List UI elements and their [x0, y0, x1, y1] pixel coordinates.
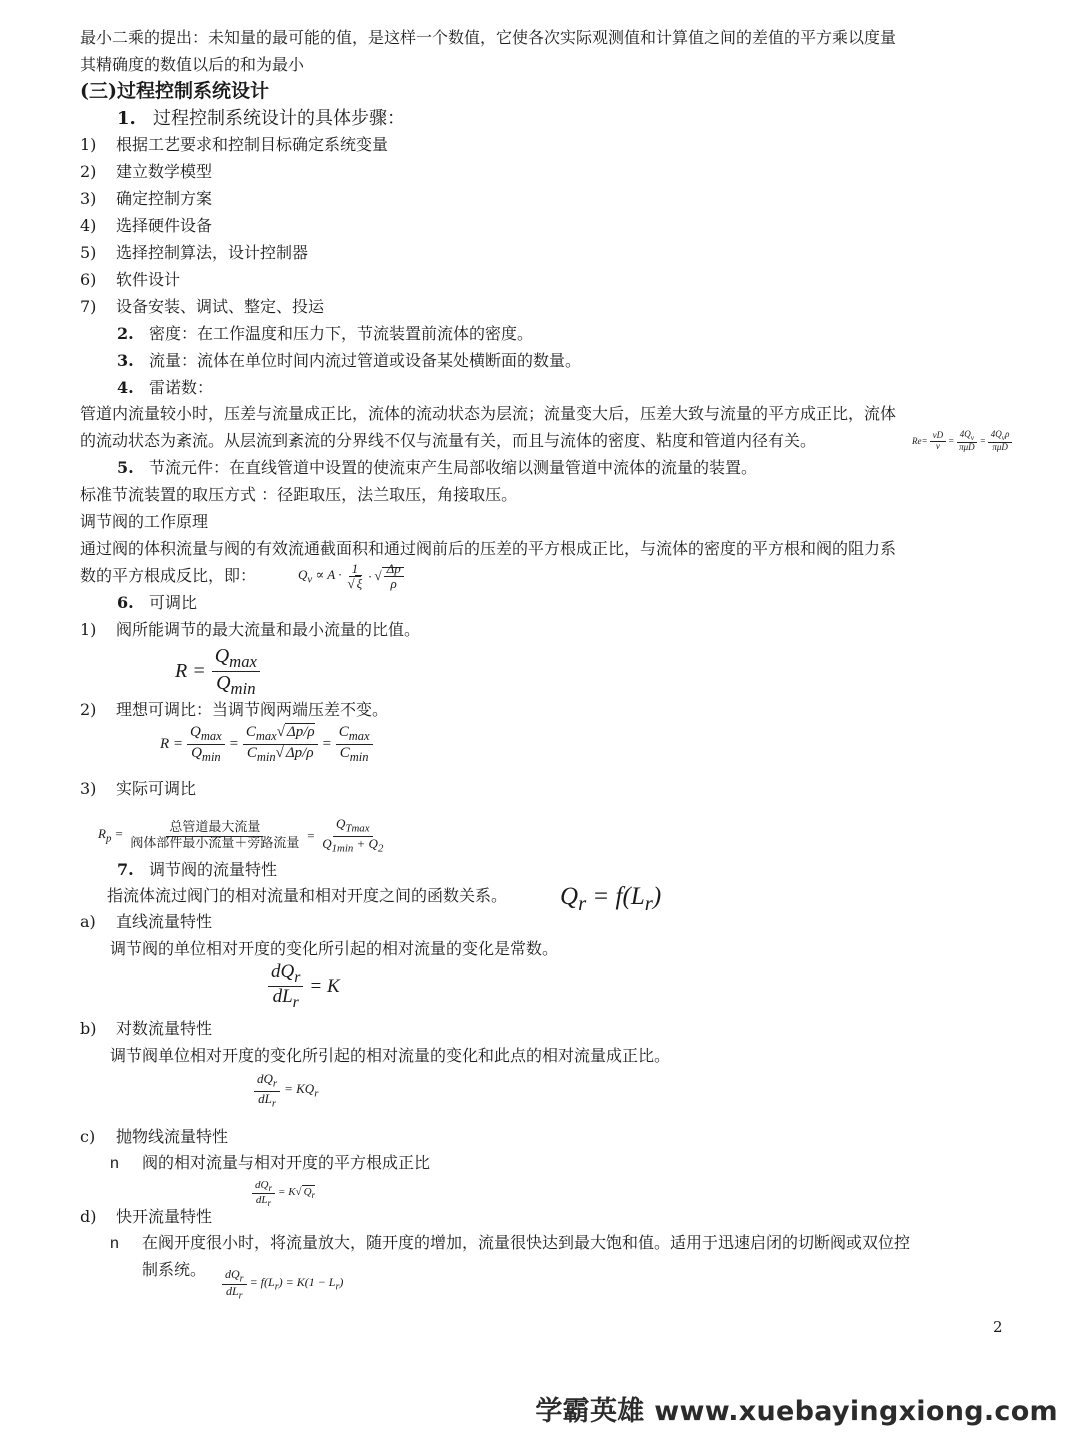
char-b-formula: $\frac{dQ_r}{dL_r}$ = $KQ_r$ [254, 1072, 318, 1110]
item-7: 7. 调节阀的流量特性 [117, 860, 277, 879]
ratio-formula-2: R = $\frac{Q_{max}}{Q_{min}}$ = $\frac{C_{max}√ \Delta p/\rho}{C_{min}√ \Delta p/\rho}$ = $\frac{C_{max}}{C_{min}}$ [160, 724, 373, 765]
char-c-title: c) 抛物线流量特性 [80, 1127, 229, 1146]
item-5: 5. 节流元件：在直线管道中设置的使流束产生局部收缩以测量管道中流体的流量的装置。 [117, 458, 757, 477]
intro-line-2: 其精确度的数值以后的和为最小 [80, 55, 305, 74]
actual-ratio-denominator: 阀体部件最小流量＋旁路流量 [130, 835, 300, 851]
item-1-number: 1. [117, 108, 136, 129]
ratio-formula-1: R = $\frac{Q_{max}}{Q_{min}}$ [175, 645, 260, 699]
reynolds-line-1: 管道内流量较小时，压差与流量成正比，流体的流动状态为层流；流量变大后，压差大致与流量的平方成正比，流体 [80, 404, 897, 423]
valve-flow-formula: $Q_v \propto A$ · $\frac{1}{√ \xi}$ · √ $\frac{\Delta p}{\rho}$ [298, 562, 404, 592]
valve-title: 调节阀的工作原理 [80, 512, 209, 531]
step-2: 2) 建立数学模型 [80, 162, 213, 181]
char-c-desc: n 阀的相对流量与相对开度的平方根成正比 [110, 1153, 431, 1172]
char-d-desc-1: n 在阀开度很小时，将流量放大，随开度的增加，流量很快达到最大饱和值。适用于迅速启闭的切断阀或双位控 [110, 1233, 911, 1252]
step-4: 4) 选择硬件设备 [80, 216, 213, 235]
char-c-formula: $\frac{dQ_r}{dL_r}$ = K√ $Q_r$ [252, 1179, 315, 1209]
item-2: 2. 密度：在工作温度和压力下，节流装置前流体的密度。 [117, 324, 533, 343]
item-6: 6. 可调比 [117, 593, 197, 612]
char-d-title: d) 快开流量特性 [80, 1207, 213, 1226]
char-a-desc: 调节阀的单位相对开度的变化所引起的相对流量的变化是常数。 [110, 939, 559, 958]
item-4: 4. 雷诺数： [117, 378, 213, 397]
ratio-item-1: 1) 阀所能调节的最大流量和最小流量的比值。 [80, 620, 421, 639]
char-b-title: b) 对数流量特性 [80, 1019, 213, 1038]
page-number: 2 [993, 1318, 1003, 1336]
flow-char-formula: $Q_r = f(L_r)$ [560, 883, 662, 915]
step-7: 7) 设备安装、调试、整定、投运 [80, 297, 325, 316]
step-3: 3) 确定控制方案 [80, 189, 213, 208]
step-6: 6) 软件设计 [80, 270, 181, 289]
flow-char-def: 指流体流过阀门的相对流量和相对开度之间的函数关系。 [107, 886, 508, 905]
footer-watermark: 学霸英雄 www.xuebayingxiong.com [535, 1396, 1058, 1427]
intro-line-1: 最小二乘的提出：未知量的最可能的值，是这样一个数值，它使各次实际观测值和计算值之间的差值的平方乘以度量 [80, 28, 897, 47]
pressure-methods: 标准节流装置的取压方式 ：径距取压，法兰取压，角接取压。 [80, 485, 518, 504]
reynolds-line-2: 的流动状态为紊流。从层流到紊流的分界线不仅与流量有关，而且与流体的密度、粘度和管道内径有关。 [80, 431, 817, 450]
ratio-formula-3: $R_p$ = $\frac{\text{总管道最大流量}}{\text{阀体部件最小流量＋旁路流量}}$ = $\frac{Q_{Tmax}}{Q_{1min} + Q_2}$ [98, 816, 384, 855]
char-d-formula: $\frac{dQ_r}{dL_r}$ = $f(L_r) = K(1 - L_r)$ [222, 1268, 343, 1302]
valve-line-1: 通过阀的体积流量与阀的有效流通截面积和通过阀前后的压差的平方根成正比，与流体的密度的平方根和阀的阻力系 [80, 539, 897, 558]
char-a-formula: $\frac{dQ_r}{dL_r}$ = K [268, 962, 340, 1011]
reynolds-formula: Re= $\frac{vD}{\nu}$ = $\frac{4Q_v}{\text{πμD}}$ = $\frac{4Q_v\rho}{\text{πμD}}$ [912, 430, 1012, 453]
ratio-item-2: 2) 理想可调比：当调节阀两端压差不变。 [80, 700, 389, 719]
step-1: 1) 根据工艺要求和控制目标确定系统变量 [80, 135, 389, 154]
step-5: 5) 选择控制算法，设计控制器 [80, 243, 309, 262]
section-title: (三)过程控制系统设计 [80, 80, 269, 102]
char-a-title: a) 直线流量特性 [80, 912, 213, 931]
actual-ratio-numerator: 总管道最大流量 [166, 821, 263, 836]
ratio-item-3: 3) 实际可调比 [80, 779, 197, 798]
char-d-desc-2: 制系统。 [142, 1260, 207, 1279]
item-1-text: 过程控制系统设计的具体步骤： [152, 108, 405, 129]
item-1 [117, 108, 405, 131]
item-3: 3. 流量：流体在单位时间内流过管道或设备某处横断面的数量。 [117, 351, 581, 370]
valve-line-2: 数的平方根成反比，即： [80, 566, 257, 585]
char-b-desc: 调节阀单位相对开度的变化所引起的相对流量的变化和此点的相对流量成正比。 [110, 1046, 671, 1065]
